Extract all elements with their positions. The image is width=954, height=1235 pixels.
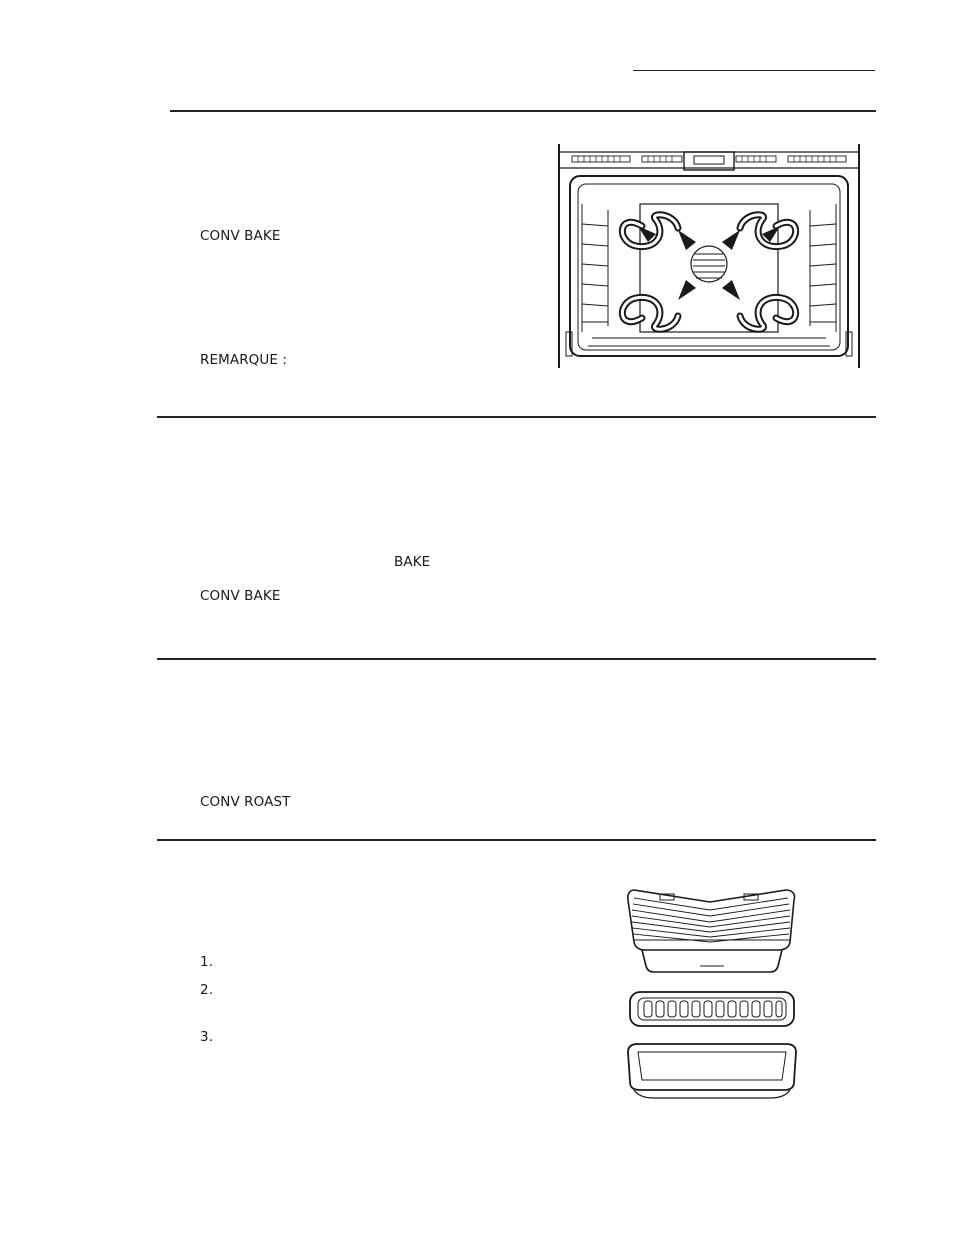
- step-number-3: 3.: [200, 1029, 214, 1045]
- roasting-pan-parts-icon: [620, 882, 804, 1100]
- section-divider-3: [157, 658, 876, 660]
- note-label: REMARQUE :: [200, 352, 288, 368]
- section-divider-4: [157, 839, 876, 841]
- conv-roast-label: CONV ROAST: [200, 794, 291, 810]
- step-number-2: 2.: [200, 982, 214, 998]
- oven-convection-airflow-icon: [556, 142, 862, 370]
- section-divider-2: [157, 416, 876, 418]
- header-short-rule: [633, 70, 875, 71]
- conv-bake-label-1: CONV BAKE: [200, 228, 281, 244]
- step-number-1: 1.: [200, 954, 214, 970]
- section-divider-1: [170, 110, 876, 112]
- bake-label: BAKE: [394, 554, 431, 570]
- conv-bake-label-2: CONV BAKE: [200, 588, 281, 604]
